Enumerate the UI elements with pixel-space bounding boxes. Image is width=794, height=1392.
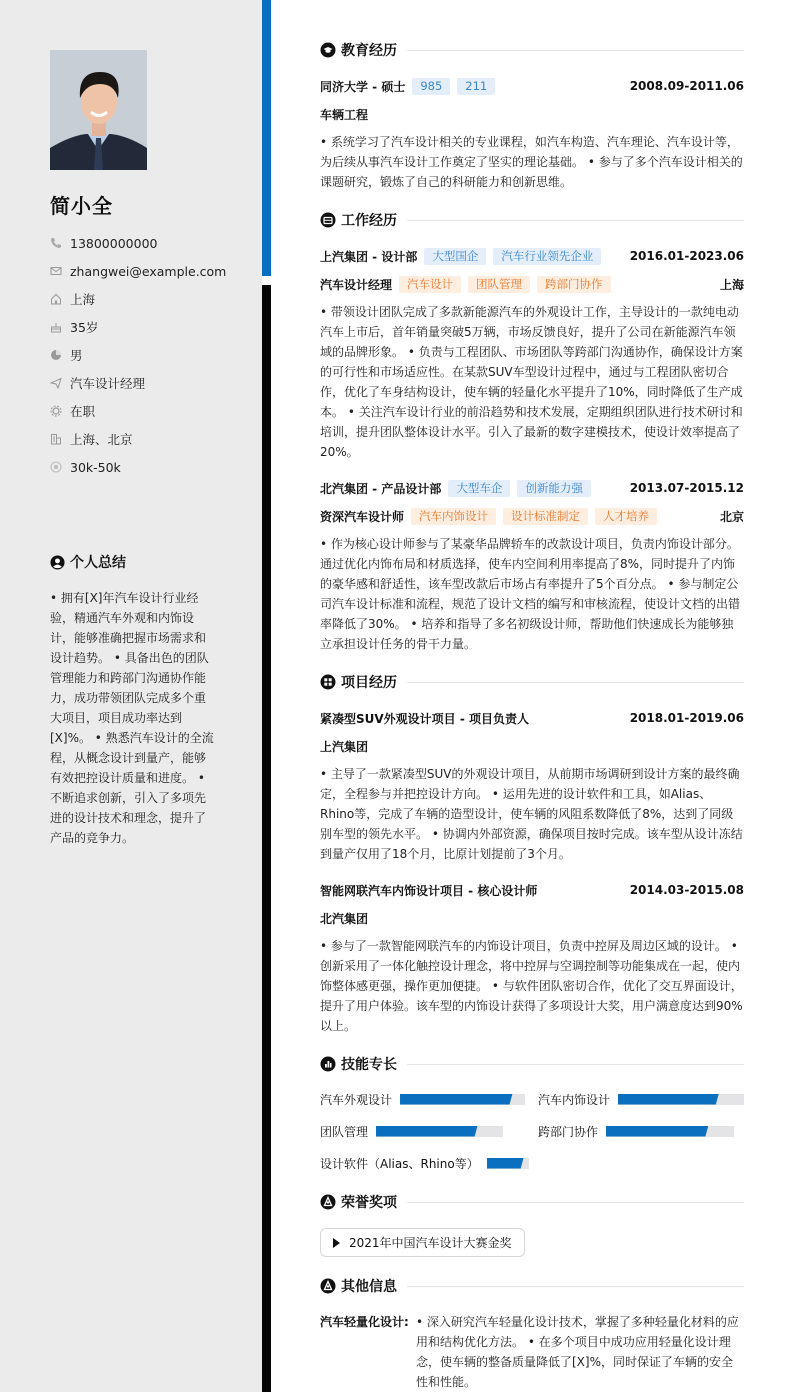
divider bbox=[407, 682, 744, 683]
other-item bbox=[320, 1312, 744, 1392]
skill-bar-fill bbox=[606, 1126, 708, 1137]
info-cities bbox=[50, 425, 226, 453]
project-org-row bbox=[320, 908, 744, 928]
date-range: 2014.03-2015.08 bbox=[629, 883, 744, 897]
skill-bar bbox=[618, 1094, 744, 1105]
phone-text: 13800000000 bbox=[70, 235, 158, 251]
project-desc: • 参与了一款智能网联汽车的内饰设计项目，负责中控屏及周边区域的设计。 • 创新采用了一体化触控设计理念，将中控屏与空调控制等功能集成在一起，使内饰整体感更强，操作更加便捷。 • 与软件团队密切合作，优化了交互界面设计，提升了用户体验。该车型的内饰设计获得了多项设计大奖，用户满意度达到90%以上。 bbox=[320, 939, 743, 1033]
mail-icon bbox=[50, 265, 62, 277]
skill-item bbox=[320, 1122, 503, 1140]
company-name: 北汽集团 - 产品设计部 bbox=[320, 481, 442, 496]
summary-title: 个人总结 bbox=[70, 555, 126, 571]
grid-icon bbox=[320, 674, 336, 690]
contact-info-list bbox=[50, 229, 226, 481]
skill-bar bbox=[606, 1126, 734, 1137]
info-gender bbox=[50, 341, 226, 369]
tag: 汽车设计 bbox=[399, 276, 461, 293]
tag: 跨部门协作 bbox=[537, 276, 611, 293]
tag: 汽车行业领先企业 bbox=[493, 248, 601, 265]
company-name: 上汽集团 - 设计部 bbox=[320, 249, 418, 264]
info-age bbox=[50, 313, 226, 341]
email-text: zhangwei@example.com bbox=[70, 263, 227, 279]
skills-title: 技能专长 bbox=[341, 1057, 397, 1073]
other-key: 汽车轻量化设计: bbox=[320, 1315, 409, 1329]
briefcase-icon bbox=[320, 212, 336, 228]
work-item-header bbox=[320, 246, 744, 266]
section-awards bbox=[320, 1192, 744, 1212]
bar-chart-icon bbox=[320, 1056, 336, 1072]
date-range: 2016.01-2023.06 bbox=[629, 249, 744, 263]
work-item-role bbox=[320, 274, 744, 294]
salary-icon bbox=[50, 461, 62, 473]
divider bbox=[407, 1202, 744, 1203]
accent-bar-blue bbox=[262, 0, 271, 276]
skill-bar-fill bbox=[487, 1158, 524, 1169]
role: 汽车设计经理 bbox=[320, 277, 393, 292]
skill-item bbox=[320, 1154, 529, 1172]
info-location bbox=[50, 285, 226, 313]
skill-name: 团队管理 bbox=[320, 1124, 369, 1139]
date-range: 2013.07-2015.12 bbox=[629, 481, 744, 495]
project-desc: • 主导了一款紧凑型SUV的外观设计项目，从前期市场调研到设计方案的最终确定，全程参与并把控设计方向。 • 运用先进的设计软件和工具，如Alias、Rhino等，完成了车辆的造型设计，使车辆的风阻系数降低了8%，达到了同级别车型的领先水平。 • 协调内外部资源，确保项目按时完成。该车型从设计冻结到量产仅用了18个月，比原计划提前了3个月。 bbox=[320, 767, 743, 861]
award-text: 2021年中国汽车设计大赛金奖 bbox=[349, 1236, 512, 1250]
project-org: 上汽集团 bbox=[320, 739, 369, 754]
tag: 211 bbox=[457, 78, 495, 95]
section-other bbox=[320, 1276, 744, 1296]
work-desc: • 带领设计团队完成了多款新能源汽车的外观设计工作，主导设计的一款纯电动汽车上市后，首年销量突破5万辆，市场反馈良好，提升了公司在新能源汽车领域的品牌形象。 • 负责与工程团队、市场团队等跨部门沟通协作，确保设计方案的可行性和市场适应性。在某款SUV车型设计过程中，通过与工程团队密切合作，优化了车身结构设计，使车辆的轻量化水平提升了10%，同时降低了生产成本。 • 关注汽车设计行业的前沿趋势和技术发展，定期组织团队进行技术研讨和培训，提升团队整体设计水平。引入了最新的数字建模技术，使设计效率提高了20%。 bbox=[320, 305, 743, 459]
divider bbox=[407, 50, 744, 51]
user-circle-icon bbox=[50, 555, 65, 570]
building-icon bbox=[50, 433, 62, 445]
work-item-role bbox=[320, 506, 744, 526]
education-item-header bbox=[320, 76, 744, 96]
tag: 人才培养 bbox=[595, 508, 657, 525]
salary-text: 30k-50k bbox=[70, 459, 121, 475]
divider bbox=[407, 1286, 744, 1287]
divider bbox=[407, 220, 744, 221]
info-status bbox=[50, 397, 226, 425]
city: 北京 bbox=[719, 509, 744, 524]
award-icon bbox=[320, 1194, 336, 1210]
tag: 设计标准制定 bbox=[503, 508, 588, 525]
skill-bar bbox=[487, 1158, 529, 1169]
project-org-row bbox=[320, 736, 744, 756]
skill-item bbox=[538, 1122, 734, 1140]
info-phone bbox=[50, 229, 226, 257]
skill-name: 设计软件（Alias、Rhino等） bbox=[320, 1156, 479, 1171]
role: 资深汽车设计师 bbox=[320, 509, 405, 524]
gender-icon bbox=[50, 349, 62, 361]
section-skills bbox=[320, 1054, 744, 1074]
send-icon bbox=[50, 377, 62, 389]
city: 上海 bbox=[719, 277, 744, 292]
skill-item bbox=[320, 1090, 525, 1108]
tag: 大型国企 bbox=[424, 248, 486, 265]
skill-name: 跨部门协作 bbox=[538, 1124, 599, 1139]
work-item-header bbox=[320, 478, 744, 498]
project-item-header bbox=[320, 880, 744, 900]
section-work bbox=[320, 210, 744, 230]
age-text: 35岁 bbox=[70, 320, 99, 335]
skill-bar bbox=[400, 1094, 525, 1105]
skill-name: 汽车内饰设计 bbox=[538, 1092, 611, 1107]
awards-title: 荣誉奖项 bbox=[341, 1195, 397, 1211]
accent-bar-black bbox=[262, 285, 271, 1392]
info-icon bbox=[320, 1278, 336, 1294]
work-title: 工作经历 bbox=[341, 213, 397, 229]
projects-title: 项目经历 bbox=[341, 675, 397, 691]
section-education bbox=[320, 40, 744, 60]
candidate-name: 简小全 bbox=[50, 194, 113, 218]
location-text: 上海 bbox=[70, 292, 96, 307]
skill-bar-fill bbox=[376, 1126, 478, 1137]
award-item[interactable] bbox=[320, 1228, 525, 1257]
cake-icon bbox=[50, 321, 62, 333]
summary-heading bbox=[50, 552, 126, 572]
cities-text: 上海、北京 bbox=[70, 432, 133, 447]
skill-bar bbox=[376, 1126, 503, 1137]
project-name: 紧凑型SUV外观设计项目 - 项目负责人 bbox=[320, 711, 530, 726]
other-title: 其他信息 bbox=[341, 1279, 397, 1295]
position-text: 汽车设计经理 bbox=[70, 376, 146, 391]
summary-text: • 拥有[X]年汽车设计行业经验，精通汽车外观和内饰设计，能够准确把握市场需求和设计趋势。 • 具备出色的团队管理能力和跨部门沟通协作能力，成功带领团队完成多个重大项目，项目成功率达到[X]%。 • 熟悉汽车设计的全流程，从概念设计到量产，能够有效把控设计质量和进度。 • 不断追求创新，引入了多项先进的设计技术和理念，提升了产品的竞争力。 bbox=[50, 591, 214, 845]
section-projects bbox=[320, 672, 744, 692]
divider bbox=[407, 1064, 744, 1065]
work-desc: • 作为核心设计师参与了某豪华品牌轿车的改款设计项目，负责内饰设计部分。通过优化内饰布局和材质选择，使车内空间利用率提高了8%，同时提升了内饰的豪华感和舒适性，该车型改款后市场占有率提升了5个百分点。 • 参与制定公司汽车设计标准和流程，规范了设计文档的编写和审核流程，使设计文档的出错率降低了30%。 • 培养和指导了多名初级设计师，帮助他们快速成长为能够独立承担设计任务的骨干力量。 bbox=[320, 537, 741, 651]
phone-icon bbox=[50, 237, 62, 249]
date-range: 2008.09-2011.06 bbox=[629, 79, 744, 93]
project-item-header bbox=[320, 708, 744, 728]
project-org: 北汽集团 bbox=[320, 911, 369, 926]
tag: 985 bbox=[412, 78, 450, 95]
status-text: 在职 bbox=[70, 404, 96, 419]
avatar-photo bbox=[50, 50, 147, 170]
status-icon bbox=[50, 405, 62, 417]
project-name: 智能网联汽车内饰设计项目 - 核心设计师 bbox=[320, 883, 538, 898]
info-position bbox=[50, 369, 226, 397]
skill-name: 汽车外观设计 bbox=[320, 1092, 393, 1107]
school-name: 同济大学 - 硕士 bbox=[320, 79, 406, 94]
tag: 创新能力强 bbox=[517, 480, 591, 497]
tag: 大型车企 bbox=[448, 480, 510, 497]
tag: 团队管理 bbox=[468, 276, 530, 293]
skill-item bbox=[538, 1090, 744, 1108]
date-range: 2018.01-2019.06 bbox=[629, 711, 744, 725]
info-salary bbox=[50, 453, 226, 481]
skill-bar-fill bbox=[400, 1094, 513, 1105]
education-desc: • 系统学习了汽车设计相关的专业课程，如汽车构造、汽车理论、汽车设计等，为后续从事汽车设计工作奠定了坚实的理论基础。 • 参与了多个汽车设计相关的课题研究，锻炼了自己的科研能力和创新思维。 bbox=[320, 135, 743, 189]
play-triangle-icon bbox=[333, 1238, 340, 1248]
graduation-cap-icon bbox=[320, 42, 336, 58]
home-icon bbox=[50, 293, 62, 305]
skill-bar-fill bbox=[618, 1094, 719, 1105]
major: 车辆工程 bbox=[320, 107, 369, 122]
gender-text: 男 bbox=[70, 348, 83, 363]
tag: 汽车内饰设计 bbox=[411, 508, 496, 525]
other-value: • 深入研究汽车轻量化设计技术，掌握了多种轻量化材料的应用和结构优化方法。 • 在多个项目中成功应用轻量化设计理念，使车辆的整备质量降低了[X]%，同时保证了车辆的安全性和性能。 bbox=[416, 1315, 739, 1389]
info-email bbox=[50, 257, 226, 285]
education-title: 教育经历 bbox=[341, 43, 397, 59]
major-row bbox=[320, 104, 744, 124]
